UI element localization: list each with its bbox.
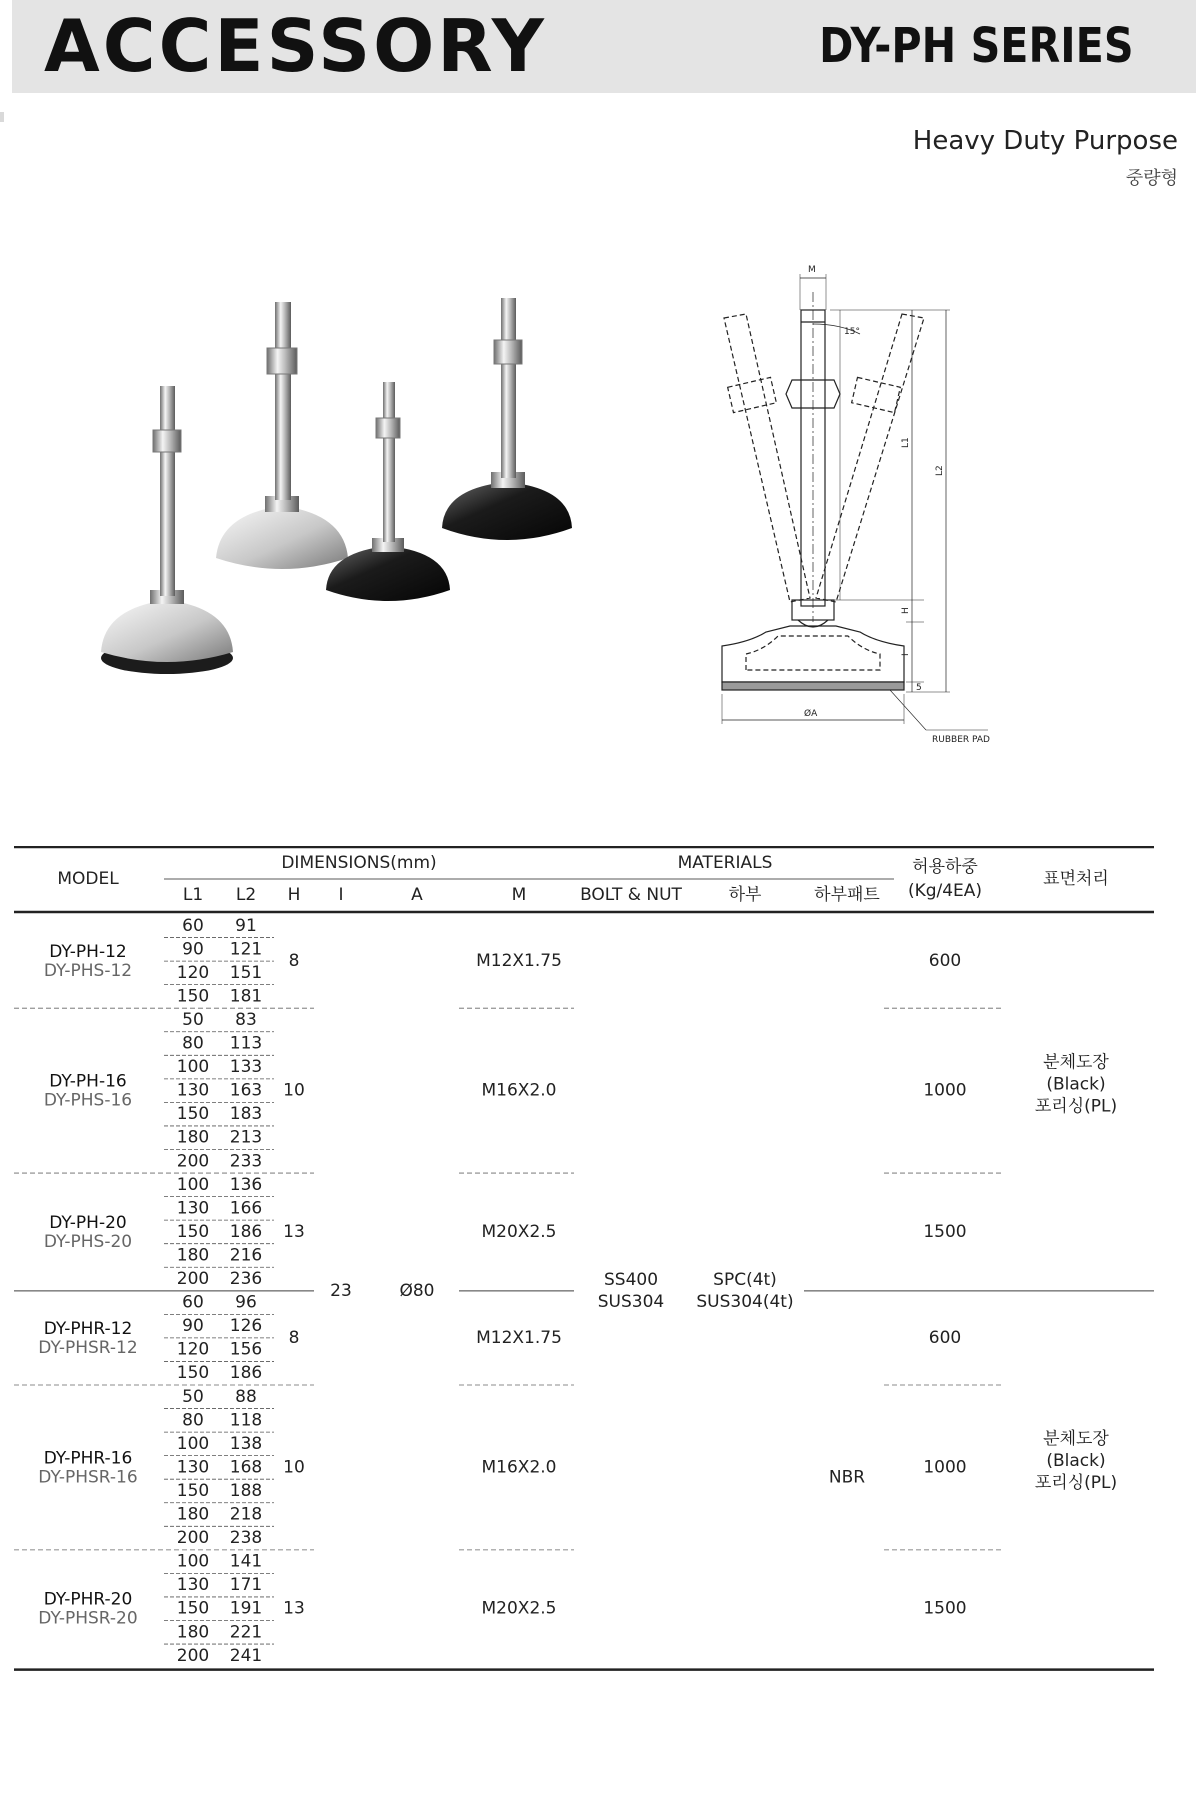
page-title: ACCESSORY	[44, 4, 547, 88]
shared-pad: NBR	[828, 1467, 866, 1488]
table-cell-l2: 213	[229, 1127, 263, 1148]
table-cell-l1: 130	[176, 1198, 210, 1219]
leveling-foot-silver-1	[101, 386, 233, 674]
drawing-label-angle: 15°	[844, 327, 860, 337]
table-cell-l2: 233	[229, 1151, 263, 1172]
table-cell-l1: 150	[176, 1598, 210, 1619]
drawing-label-a: ØA	[804, 709, 818, 719]
leveling-foot-silver-2	[216, 302, 348, 569]
table-cell-load: 600	[928, 1327, 962, 1348]
table-cell-l1: 180	[176, 1127, 210, 1148]
table-cell-load: 1500	[923, 1598, 967, 1619]
table-cell-h: 8	[288, 1327, 300, 1348]
shared-base: SPC(4t)	[713, 1269, 777, 1290]
series-title: DY-PH SERIES	[819, 18, 1134, 74]
finish-text: 포리싱(PL)	[1034, 1096, 1118, 1117]
header-bolt-nut: BOLT & NUT	[580, 885, 682, 905]
table-cell-l2: 136	[229, 1174, 263, 1195]
table-cell-l1: 90	[182, 939, 204, 960]
table-cell-l1: 150	[176, 1480, 210, 1501]
spec-table	[14, 846, 1154, 1676]
header-m: M	[511, 885, 527, 905]
table-cell-l1: 100	[176, 1433, 210, 1454]
product-photo	[92, 290, 632, 710]
table-cell-l2: 156	[229, 1339, 263, 1360]
model-name: DY-PH-16	[49, 1071, 127, 1092]
technical-drawing	[700, 262, 1040, 752]
table-cell-l2: 181	[229, 986, 263, 1007]
table-cell-l2: 141	[229, 1551, 263, 1572]
table-cell-l2: 166	[229, 1198, 263, 1219]
table-cell-l1: 200	[176, 1645, 210, 1666]
table-cell-l2: 171	[229, 1575, 263, 1596]
table-cell-l2: 88	[235, 1386, 257, 1407]
table-cell-l1: 180	[176, 1245, 210, 1266]
table-cell-l2: 151	[229, 962, 263, 983]
table-cell-l1: 120	[176, 962, 210, 983]
table-cell-l1: 200	[176, 1269, 210, 1290]
table-cell-l1: 180	[176, 1504, 210, 1525]
model-name: DY-PH-20	[49, 1212, 127, 1233]
table-cell-l2: 238	[229, 1528, 263, 1549]
finish-text: (Black)	[1046, 1074, 1106, 1095]
table-cell-l2: 118	[229, 1410, 263, 1431]
header-a: A	[411, 885, 423, 905]
table-cell-l2: 83	[235, 1009, 257, 1030]
finish-text: 분체도장	[1043, 1429, 1109, 1450]
table-cell-l2: 168	[229, 1457, 263, 1478]
drawing-label-m: M	[808, 265, 816, 275]
table-cell-l2: 216	[229, 1245, 263, 1266]
header-base-pad: 하부패트	[814, 885, 880, 905]
table-cell-l2: 218	[229, 1504, 263, 1525]
table-cell-l1: 50	[182, 1009, 204, 1030]
table-cell-l2: 221	[229, 1622, 263, 1643]
table-cell-l2: 138	[229, 1433, 263, 1454]
drawing-label-i: I	[901, 653, 911, 656]
table-cell-h: 10	[283, 1457, 305, 1478]
drawing-label-h: H	[901, 607, 911, 614]
table-cell-l1: 100	[176, 1551, 210, 1572]
table-cell-l1: 100	[176, 1174, 210, 1195]
table-cell-l1: 150	[176, 1104, 210, 1125]
shared-base-alt: SUS304(4t)	[696, 1291, 794, 1312]
model-name-alt: DY-PHS-16	[43, 1090, 133, 1111]
table-cell-l2: 126	[229, 1316, 263, 1337]
model-name: DY-PH-12	[49, 942, 127, 963]
table-cell-m: M12X1.75	[476, 951, 562, 972]
table-cell-l1: 100	[176, 1057, 210, 1078]
table-cell-l1: 80	[182, 1410, 204, 1431]
header-l1: L1	[182, 885, 204, 905]
table-cell-l1: 60	[182, 915, 204, 936]
table-cell-h: 8	[288, 951, 300, 972]
purpose-korean: 중량형	[1125, 168, 1178, 189]
table-cell-load: 1500	[923, 1221, 967, 1242]
header-load-unit: (Kg/4EA)	[907, 881, 983, 901]
header-h: H	[287, 885, 301, 905]
table-cell-l2: 133	[229, 1057, 263, 1078]
table-cell-l2: 113	[229, 1033, 263, 1054]
model-name: DY-PHR-16	[43, 1448, 133, 1469]
model-name-alt: DY-PHSR-20	[38, 1608, 138, 1629]
model-name: DY-PHR-20	[43, 1589, 133, 1610]
leveling-foot-black-1	[326, 382, 450, 601]
model-name-alt: DY-PHS-20	[43, 1231, 133, 1252]
finish-text: (Black)	[1046, 1451, 1106, 1472]
table-cell-l1: 130	[176, 1457, 210, 1478]
table-cell-l2: 96	[235, 1292, 257, 1313]
table-cell-m: M20X2.5	[481, 1598, 557, 1619]
header-i: I	[338, 885, 344, 905]
table-cell-l2: 183	[229, 1104, 263, 1125]
table-cell-l2: 121	[229, 939, 263, 960]
header-base: 하부	[728, 885, 762, 905]
header-materials: MATERIALS	[677, 853, 773, 873]
table-cell-h: 13	[283, 1221, 305, 1242]
shared-bolt-alt: SUS304	[597, 1291, 665, 1312]
header-finish: 표면처리	[1043, 869, 1109, 889]
side-mark	[0, 112, 4, 122]
model-name-alt: DY-PHSR-16	[38, 1467, 138, 1488]
shared-a: Ø80	[399, 1280, 435, 1301]
table-cell-l1: 50	[182, 1386, 204, 1407]
table-cell-l1: 60	[182, 1292, 204, 1313]
shared-i: 23	[330, 1280, 352, 1301]
table-cell-l1: 90	[182, 1316, 204, 1337]
table-cell-load: 600	[928, 951, 962, 972]
table-cell-load: 1000	[923, 1080, 967, 1101]
table-cell-l1: 80	[182, 1033, 204, 1054]
table-cell-l1: 200	[176, 1151, 210, 1172]
table-cell-l2: 236	[229, 1269, 263, 1290]
table-cell-l1: 150	[176, 1363, 210, 1384]
finish-text: 포리싱(PL)	[1034, 1473, 1118, 1494]
table-cell-l1: 130	[176, 1575, 210, 1596]
table-cell-l2: 241	[229, 1645, 263, 1666]
table-cell-l1: 130	[176, 1080, 210, 1101]
table-cell-l2: 191	[229, 1598, 263, 1619]
shared-bolt: SS400	[603, 1269, 659, 1290]
header-l2: L2	[235, 885, 257, 905]
drawing-label-l1: L1	[901, 437, 911, 448]
table-cell-m: M12X1.75	[476, 1327, 562, 1348]
table-cell-l1: 200	[176, 1528, 210, 1549]
table-cell-l2: 91	[235, 915, 257, 936]
table-cell-l2: 163	[229, 1080, 263, 1101]
purpose-english: Heavy Duty Purpose	[912, 126, 1178, 156]
model-name-alt: DY-PHSR-12	[38, 1337, 138, 1358]
header-model: MODEL	[57, 869, 119, 889]
header-load: 허용하중	[912, 857, 978, 877]
table-cell-l1: 120	[176, 1339, 210, 1360]
table-cell-m: M20X2.5	[481, 1221, 557, 1242]
table-cell-h: 13	[283, 1598, 305, 1619]
table-cell-m: M16X2.0	[481, 1080, 557, 1101]
table-cell-h: 10	[283, 1080, 305, 1101]
header-dimensions: DIMENSIONS(mm)	[281, 853, 437, 873]
drawing-label-rubber-pad: RUBBER PAD	[932, 735, 990, 745]
table-cell-l2: 188	[229, 1480, 263, 1501]
drawing-label-five: 5	[916, 683, 922, 693]
model-name-alt: DY-PHS-12	[43, 961, 133, 982]
table-cell-l1: 180	[176, 1622, 210, 1643]
table-cell-l2: 186	[229, 1221, 263, 1242]
model-name: DY-PHR-12	[43, 1318, 133, 1339]
finish-text: 분체도장	[1043, 1052, 1109, 1073]
drawing-label-l2: L2	[935, 465, 945, 476]
table-cell-l1: 150	[176, 986, 210, 1007]
table-cell-l2: 186	[229, 1363, 263, 1384]
table-cell-l1: 150	[176, 1221, 210, 1242]
leveling-foot-black-2	[442, 298, 572, 540]
table-cell-m: M16X2.0	[481, 1457, 557, 1478]
table-cell-load: 1000	[923, 1457, 967, 1478]
